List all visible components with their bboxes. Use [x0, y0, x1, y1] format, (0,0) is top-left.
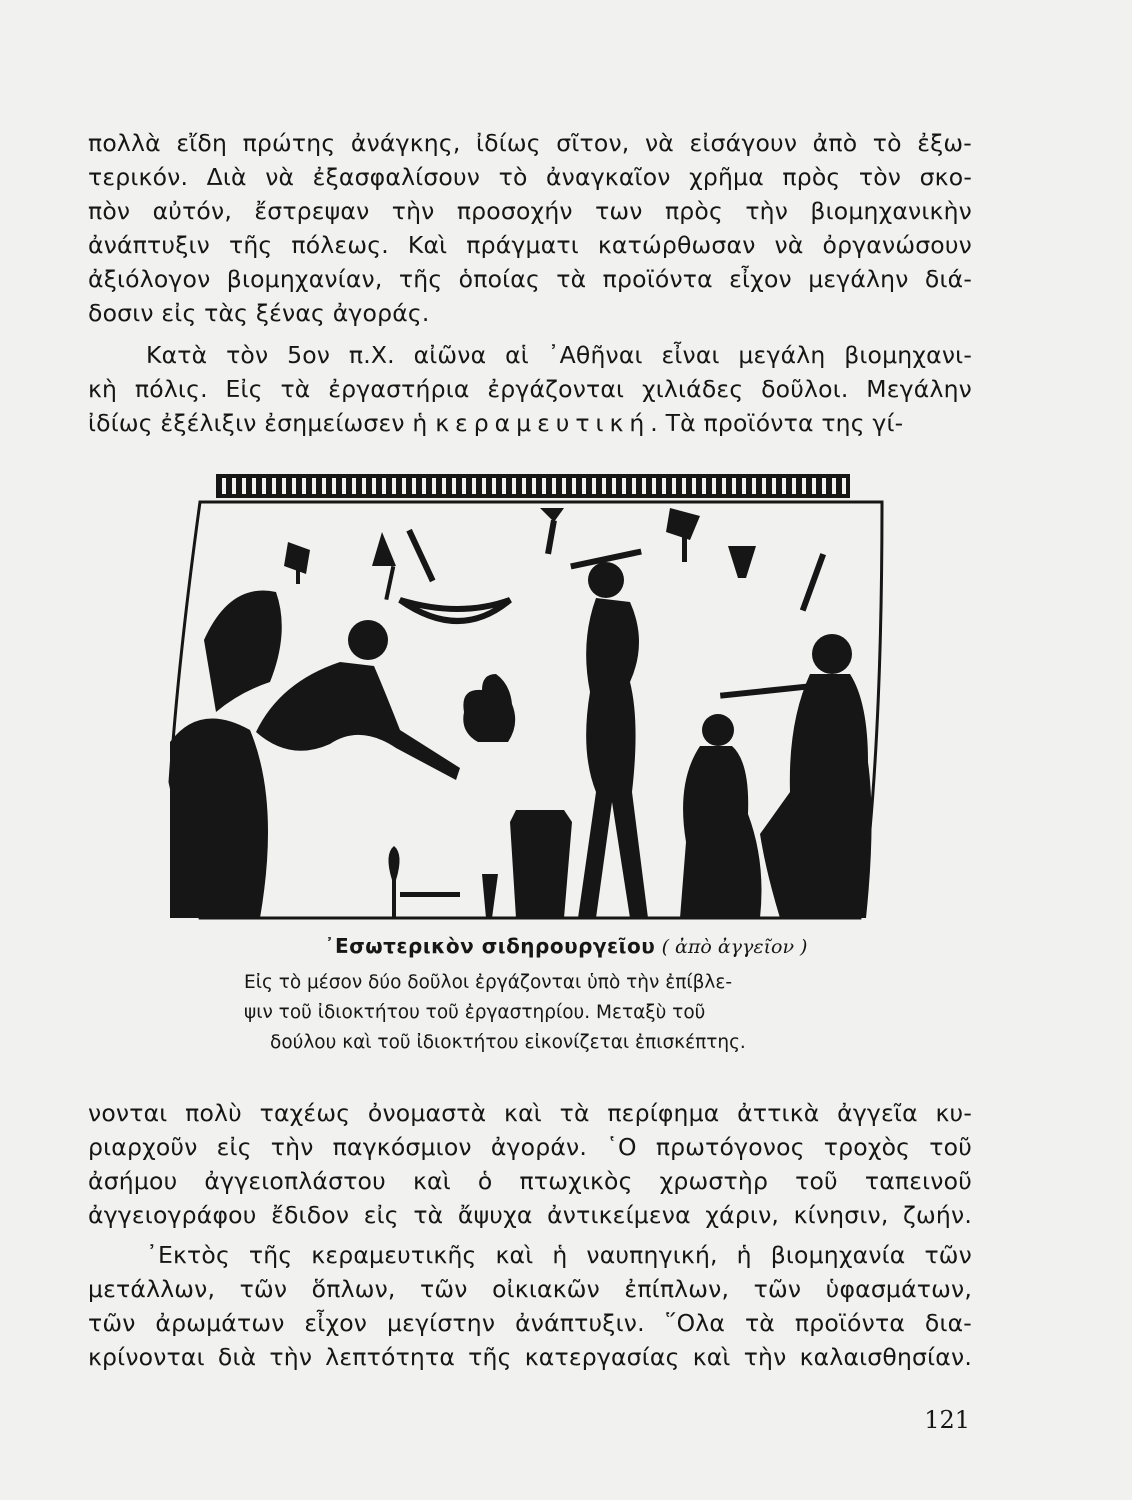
- text-line: κρίνονται διὰ τὴν λεπτότητα τῆς κατεργασίας καὶ τὴν καλαισθησίαν.: [88, 1343, 972, 1371]
- text-line: ἀγγειογράφου ἔδιδον εἰς τὰ ἄψυχα ἀντικείμενα χάριν, κίνησιν, ζωήν.: [88, 1201, 972, 1229]
- text-run: ἰδίως ἐξέλιξιν ἐσημείωσεν ἡ: [88, 409, 436, 437]
- caption-line: Εἰς τὸ μέσον δύο δοῦλοι ἐργάζονται ὑπὸ τὴν ἐπίβλε-: [244, 972, 733, 993]
- text-line: ἀσήμου ἀγγειοπλάστου καὶ ὁ πτωχικὸς χρωστὴρ τοῦ ταπεινοῦ: [88, 1167, 972, 1195]
- text-line: ἀνάπτυξιν τῆς πόλεως. Καὶ πράγματι κατώρθωσαν νὰ ὀργανώσουν: [88, 231, 972, 259]
- caption-source: ( ἀπὸ ἀγγεῖον ): [661, 936, 808, 958]
- text-line: ἀξιόλογον βιομηχανίαν, τῆς ὁποίας τὰ προϊόντα εἶχον μεγάλην διά-: [88, 265, 972, 293]
- forge: [170, 718, 268, 918]
- text-line: τῶν ἀρωμάτων εἶχον μεγίστην ἀνάπτυξιν. ῞Ολα τὰ προϊόντα δια-: [88, 1309, 972, 1337]
- text-line: νονται πολὺ ταχέως ὀνομαστὰ καὶ τὰ περίφημα ἀττικὰ ἀγγεῖα κυ-: [88, 1099, 972, 1127]
- anvil: [510, 810, 572, 918]
- text-line: κὴ πόλις. Εἰς τὰ ἐργαστήρια ἐργάζονται χιλιάδες δοῦλοι. Μεγάλην: [88, 375, 972, 403]
- text-line: πολλὰ εἴδη πρώτης ἀνάγκης, ἰδίως σῖτον, νὰ εἰσάγουν ἀπὸ τὸ ἐξω-: [88, 129, 972, 157]
- text-line: Κατὰ τὸν 5ον π.Χ. αἰῶνα αἱ ᾿Αθῆναι εἶναι μεγάλη βιομηχανι-: [146, 341, 972, 369]
- page-number: 121: [924, 1406, 970, 1434]
- caption-heading: ᾿Εσωτερικὸν σιδηρουργεῖου: [324, 934, 656, 958]
- text-line: δοσιν εἰς τὰς ξένας ἀγοράς.: [88, 299, 430, 327]
- text-line: ᾿Εκτὸς τῆς κεραμευτικῆς καὶ ἡ ναυπηγική, ἡ βιομηχανία τῶν: [146, 1241, 972, 1269]
- text-run: . Τὰ προϊόντα της γί-: [650, 409, 904, 437]
- border-pattern: [222, 478, 846, 494]
- caption-line: ψιν τοῦ ἰδιοκτήτου τοῦ ἐργαστηρίου. Μεταξὺ τοῦ: [244, 1002, 706, 1023]
- text-line: ριαρχοῦν εἰς τὴν παγκόσμιον ἀγοράν. ῾Ο πρωτόγονος τροχὸς τοῦ: [88, 1133, 972, 1161]
- spaced-term: κεραμευτική: [435, 409, 651, 437]
- text-line-emphasis: [88, 408, 972, 438]
- figure-caption-title: [0, 934, 1132, 958]
- text-line: τερικόν. Διὰ νὰ ἐξασφαλίσουν τὸ ἀναγκαῖον χρῆμα πρὸς τὸν σκο-: [88, 163, 972, 191]
- text-line: πὸν αὐτόν, ἔστρεψαν τὴν προσοχήν των πρὸς τὴν βιομηχανικὴν: [88, 197, 972, 225]
- text-line: μετάλλων, τῶν ὅπλων, τῶν οἰκιακῶν ἐπίπλων, τῶν ὑφασμάτων,: [88, 1275, 972, 1303]
- caption-line: δούλου καὶ τοῦ ἰδιοκτήτου εἰκονίζεται ἐπισκέπτης.: [270, 1032, 746, 1053]
- vase-painting-illustration: [160, 462, 902, 928]
